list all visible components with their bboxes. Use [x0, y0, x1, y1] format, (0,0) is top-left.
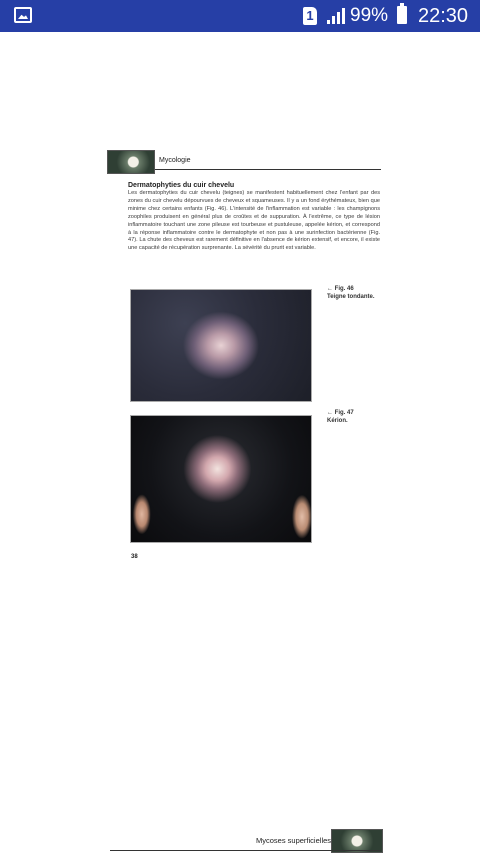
- footer-title: Mycoses superficielles: [256, 836, 332, 845]
- page-header: [107, 150, 381, 174]
- figure-47-text: Kérion.: [327, 418, 348, 424]
- battery-percent: 99%: [350, 5, 389, 26]
- footer-rule: [110, 850, 381, 851]
- body-paragraph: Les dermatophyties du cuir chevelu (teignes) se manifestent habituellement chez l'enfant par des zones du cuir chevelu dépourvues de cheveux et squameuses. Il y a un fond érythémateux, bien que minime chez certains enfants (Fig. 46). L'intensité de l'inflammation est variable : les champignons zoophiles produisent en général plus de croûtes et de suppuration. À l'extrême, ce type de lésion inflammatoire touchant une zone pileuse est tourbeuse et pustuleuse, appelée kérion, et correspond à la réponse inflammatoire contre le dermatophyte et non pas à une surinfection bactérienne (Fig. 47). La chute des cheveux est rarement définitive en l'absence de kérion extensif, et encore, il existe une capacité de récupération surprenante. La sévérité du prurit est variable.: [128, 190, 380, 252]
- section-title: Dermatophyties du cuir chevelu: [128, 182, 235, 189]
- figure-46-photo: [130, 289, 312, 402]
- figure-46-text: Teigne tondante.: [327, 294, 375, 300]
- signal-icon: [327, 8, 345, 24]
- gallery-icon: [14, 7, 32, 23]
- figure-46-ref: ← Fig. 46: [327, 286, 354, 292]
- figure-47-ref: ← Fig. 47: [327, 410, 354, 416]
- clock: 22:30: [418, 5, 469, 27]
- header-thumbnail-image: [107, 150, 155, 174]
- battery-icon: [397, 6, 407, 24]
- sim-icon: 1: [303, 7, 317, 25]
- page-number: 38: [131, 554, 138, 560]
- header-rule: [155, 169, 381, 170]
- status-bar: [0, 0, 480, 32]
- figure-46-caption: [327, 285, 377, 301]
- header-title: Mycologie: [159, 157, 191, 164]
- figure-47-photo: [130, 415, 312, 543]
- figure-47-caption: [327, 409, 377, 425]
